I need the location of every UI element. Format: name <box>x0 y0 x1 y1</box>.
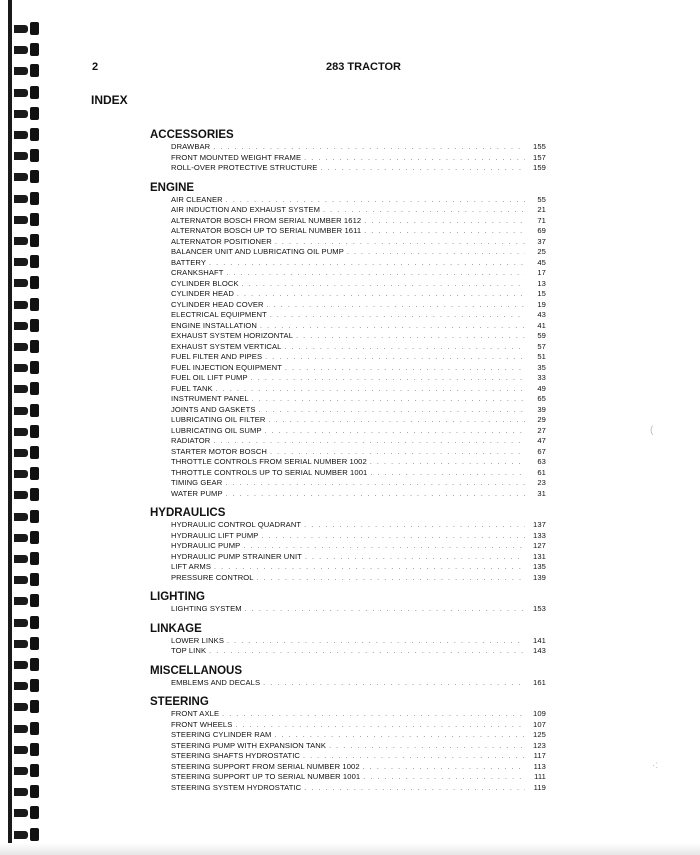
index-entry <box>171 531 546 542</box>
entry-page-number: 107 <box>533 719 546 729</box>
entry-page-number: 47 <box>537 436 546 445</box>
entry-label: FUEL OIL LIFT PUMP <box>171 373 248 382</box>
dot-leader <box>259 406 525 417</box>
dot-leader <box>304 784 525 795</box>
index-entry <box>171 163 546 174</box>
entry-label: FUEL TANK <box>171 383 213 393</box>
entry-page-number: 133 <box>533 530 546 540</box>
dot-leader <box>364 227 525 238</box>
index-entry <box>171 258 546 269</box>
dot-leader <box>209 259 525 270</box>
entry-page-number: 143 <box>533 646 546 655</box>
index-entry <box>171 604 546 615</box>
entry-page-number: 25 <box>537 247 546 256</box>
entry-label: THROTTLE CONTROLS FROM SERIAL NUMBER 1002 <box>171 457 367 466</box>
index-entry <box>171 384 546 395</box>
entry-page-number: 39 <box>537 404 546 414</box>
entry-page-number: 71 <box>537 215 546 225</box>
entry-label: BATTERY <box>171 257 207 267</box>
paper-speck: ·: <box>652 760 659 771</box>
dot-leader <box>245 605 525 616</box>
entry-page-number: 51 <box>537 352 546 361</box>
index-heading: INDEX <box>91 93 128 107</box>
entry-page-number: 21 <box>537 205 546 214</box>
dot-leader <box>329 742 525 753</box>
entry-page-number: 119 <box>533 782 546 792</box>
entry-page-number: 67 <box>537 446 546 456</box>
index-entry <box>171 363 546 374</box>
index-entry <box>171 720 546 731</box>
index-entry <box>171 195 546 206</box>
entry-label: CYLINDER BLOCK <box>171 278 239 288</box>
entry-page-number: 45 <box>537 257 546 267</box>
entry-label: LUBRICATING OIL FILTER <box>171 415 266 424</box>
entry-page-number: 37 <box>537 236 546 246</box>
binding-ring <box>14 192 42 205</box>
dot-leader <box>261 532 525 543</box>
entry-page-number: 23 <box>537 478 546 487</box>
entry-label: STEERING CYLINDER RAM <box>171 730 272 739</box>
index-entry <box>171 373 546 384</box>
dot-leader <box>251 374 525 385</box>
entry-page-number: 141 <box>533 635 546 645</box>
index-entry <box>171 709 546 720</box>
dot-leader <box>235 721 525 732</box>
binding-ring <box>14 22 42 35</box>
entry-label: FRONT AXLE <box>171 709 220 718</box>
index-entry <box>171 216 546 227</box>
entry-label: HYDRAULIC LIFT PUMP <box>171 530 259 540</box>
index-entry <box>171 310 546 321</box>
binding-ring <box>14 637 42 650</box>
entry-page-number: 157 <box>533 152 546 162</box>
section-title: ACCESSORIES <box>150 129 234 141</box>
dot-leader <box>237 290 525 301</box>
dot-leader <box>242 280 525 291</box>
binding-ring <box>14 467 42 480</box>
entry-label: LUBRICATING OIL SUMP <box>171 425 262 435</box>
entry-label: LIGHTING SYSTEM <box>171 604 242 613</box>
index-section <box>151 181 546 500</box>
index-entry <box>171 646 546 657</box>
binding-ring <box>14 806 42 819</box>
paper-speck: ( <box>650 425 654 436</box>
dot-leader <box>320 164 525 175</box>
dot-leader <box>265 353 525 364</box>
index-entry <box>171 447 546 458</box>
index-entry <box>171 226 546 237</box>
section-title: ENGINE <box>150 181 195 194</box>
section-title: STEERING <box>150 696 209 708</box>
entry-page-number: 33 <box>537 373 546 382</box>
binding-ring <box>14 276 42 289</box>
entry-page-number: 57 <box>537 341 546 351</box>
index-entry <box>171 268 546 279</box>
binding-ring <box>14 616 42 629</box>
section-title: HYDRAULICS <box>150 507 226 519</box>
index-entry <box>171 405 546 416</box>
page-bottom-edge <box>0 843 700 855</box>
binding-ring <box>14 149 42 162</box>
index-section <box>151 506 546 583</box>
entry-page-number: 41 <box>537 320 546 330</box>
index-entry <box>171 573 546 584</box>
entry-page-number: 161 <box>533 677 546 687</box>
entry-page-number: 117 <box>533 751 546 760</box>
entry-label: CRANKSHAFT <box>171 268 224 277</box>
entry-page-number: 135 <box>533 562 546 571</box>
dot-leader <box>225 479 525 490</box>
entry-page-number: 13 <box>537 278 546 288</box>
binding-ring <box>14 446 42 459</box>
dot-leader <box>216 385 525 396</box>
index-entry <box>171 678 546 689</box>
entry-page-number: 131 <box>533 551 546 561</box>
binding-ring <box>14 552 42 565</box>
entry-label: FRONT MOUNTED WEIGHT FRAME <box>171 152 302 162</box>
dot-leader <box>265 427 525 438</box>
entry-page-number: 69 <box>537 226 546 235</box>
index-entry <box>171 142 546 153</box>
entry-page-number: 137 <box>533 520 546 529</box>
entry-page-number: 55 <box>537 194 546 204</box>
dot-leader <box>304 154 525 165</box>
binding-ring <box>14 404 42 417</box>
dot-leader <box>226 269 525 280</box>
index-entry <box>171 279 546 290</box>
entry-label: PRESSURE CONTROL <box>171 572 254 582</box>
entry-label: ROLL-OVER PROTECTIVE STRUCTURE <box>171 163 318 172</box>
dot-leader <box>267 301 525 312</box>
dot-leader <box>305 553 525 564</box>
binding-ring <box>14 361 42 374</box>
index-section <box>151 128 546 174</box>
binding-ring <box>14 785 42 798</box>
entry-page-number: 125 <box>533 730 546 739</box>
section-title: LINKAGE <box>150 622 202 635</box>
entry-label: AIR INDUCTION AND EXHAUST SYSTEM <box>171 205 321 214</box>
entry-label: BALANCER UNIT AND LUBRICATING OIL PUMP <box>171 247 344 256</box>
entry-label: HYDRAULIC PUMP <box>171 541 241 550</box>
binding-ring <box>14 700 42 713</box>
entry-label: LOWER LINKS <box>171 635 225 645</box>
entry-label: WATER PUMP <box>171 488 223 498</box>
entry-label: ELECTRICAL EQUIPMENT <box>171 310 267 319</box>
binding-ring <box>14 488 42 501</box>
entry-page-number: 111 <box>534 772 546 781</box>
index-entry <box>171 552 546 563</box>
entry-label: EXHAUST SYSTEM VERTICAL <box>171 341 282 351</box>
dot-leader <box>284 343 525 354</box>
binding-ring <box>14 531 42 544</box>
binding-ring <box>14 594 42 607</box>
index-entry <box>171 520 546 531</box>
entry-page-number: 17 <box>537 268 546 277</box>
dot-leader <box>209 647 525 658</box>
entry-label: CYLINDER HEAD <box>171 289 234 298</box>
dot-leader <box>296 332 525 343</box>
entry-label: JOINTS AND GASKETS <box>171 404 256 414</box>
spiral-binding <box>0 0 40 855</box>
page-number: 2 <box>92 61 99 73</box>
binding-ring <box>14 43 42 56</box>
binding-ring <box>14 319 42 332</box>
dot-leader <box>226 490 525 501</box>
index-entry <box>171 205 546 216</box>
index-entry <box>171 331 546 342</box>
entry-label: FUEL FILTER AND PIPES <box>171 352 263 361</box>
index-entry <box>171 352 546 363</box>
entry-label: THROTTLE CONTROLS UP TO SERIAL NUMBER 1001 <box>171 467 368 477</box>
dot-leader <box>227 637 525 648</box>
entry-label: STEERING SUPPORT FROM SERIAL NUMBER 1002 <box>171 761 360 771</box>
dot-leader <box>363 763 525 774</box>
entry-label: LIFT ARMS <box>171 562 212 571</box>
dot-leader <box>370 458 525 469</box>
entry-label: HYDRAULIC CONTROL QUADRANT <box>171 520 302 529</box>
dot-leader <box>364 217 525 228</box>
entry-label: ALTERNATOR BOSCH FROM SERIAL NUMBER 1612 <box>171 215 362 225</box>
entry-label: STEERING PUMP WITH EXPANSION TANK <box>171 740 327 750</box>
index-entry <box>171 436 546 447</box>
entry-page-number: 153 <box>533 604 546 613</box>
index-entry <box>171 342 546 353</box>
index-entry <box>171 741 546 752</box>
entry-page-number: 139 <box>533 572 546 582</box>
entry-page-number: 155 <box>533 142 546 151</box>
entry-page-number: 29 <box>537 415 546 424</box>
dot-leader <box>214 563 525 574</box>
index-list <box>151 128 546 800</box>
dot-leader <box>270 311 525 322</box>
index-entry <box>171 730 546 741</box>
entry-page-number: 31 <box>537 488 546 498</box>
index-entry <box>171 237 546 248</box>
dot-leader <box>304 521 525 532</box>
index-entry <box>171 478 546 489</box>
entry-label: DRAWBAR <box>171 142 211 151</box>
index-entry <box>171 751 546 762</box>
binding-ring <box>14 86 42 99</box>
entry-label: TOP LINK <box>171 646 207 655</box>
entry-label: ALTERNATOR BOSCH UP TO SERIAL NUMBER 1611 <box>171 226 362 235</box>
index-entry <box>171 783 546 794</box>
entry-page-number: 109 <box>533 709 546 718</box>
entry-page-number: 159 <box>533 163 546 172</box>
entry-page-number: 59 <box>537 331 546 340</box>
binding-ring <box>14 722 42 735</box>
section-title: LIGHTING <box>150 591 205 603</box>
entry-page-number: 15 <box>537 289 546 298</box>
binding-ring <box>14 234 42 247</box>
entry-page-number: 27 <box>537 425 546 435</box>
index-entry <box>171 541 546 552</box>
index-section <box>151 590 546 615</box>
dot-leader <box>252 395 525 406</box>
entry-label: FUEL INJECTION EQUIPMENT <box>171 362 282 372</box>
entry-label: STEERING SYSTEM HYDROSTATIC <box>171 782 302 792</box>
entry-label: RADIATOR <box>171 436 211 445</box>
index-entry <box>171 426 546 437</box>
index-entry <box>171 394 546 405</box>
index-entry <box>171 300 546 311</box>
index-entry <box>171 153 546 164</box>
page-title: 283 TRACTOR <box>326 61 401 73</box>
binding-ring <box>14 64 42 77</box>
entry-label: HYDRAULIC PUMP STRAINER UNIT <box>171 551 302 561</box>
entry-label: EMBLEMS AND DECALS <box>171 677 261 687</box>
entry-page-number: 35 <box>537 362 546 372</box>
index-entry <box>171 415 546 426</box>
index-entry <box>171 772 546 783</box>
dot-leader <box>257 574 525 585</box>
entry-label: CYLINDER HEAD COVER <box>171 299 264 309</box>
binding-ring <box>14 170 42 183</box>
index-entry <box>171 468 546 479</box>
binding-ring <box>14 298 42 311</box>
entry-page-number: 61 <box>537 467 546 477</box>
binding-ring <box>14 255 42 268</box>
dot-leader <box>347 248 525 259</box>
entry-label: EXHAUST SYSTEM HORIZONTAL <box>171 331 294 340</box>
entry-page-number: 123 <box>533 740 546 750</box>
binding-ring <box>14 743 42 756</box>
binding-ring <box>14 510 42 523</box>
entry-page-number: 63 <box>537 457 546 466</box>
entry-page-number: 127 <box>533 541 546 550</box>
binding-ring <box>14 573 42 586</box>
entry-label: ALTERNATOR POSITIONER <box>171 236 272 246</box>
binding-ring <box>14 425 42 438</box>
entry-label: TIMING GEAR <box>171 478 223 487</box>
dot-leader <box>268 416 525 427</box>
index-entry <box>171 247 546 258</box>
index-entry <box>171 489 546 500</box>
binding-ring <box>14 128 42 141</box>
index-section <box>151 664 546 689</box>
index-entry <box>171 636 546 647</box>
dot-leader <box>222 710 525 721</box>
entry-label: STEERING SUPPORT UP TO SERIAL NUMBER 1001 <box>171 772 361 781</box>
binding-ring <box>14 679 42 692</box>
index-section <box>151 695 546 793</box>
dot-leader <box>285 364 525 375</box>
binding-ring <box>14 340 42 353</box>
entry-label: STARTER MOTOR BOSCH <box>171 446 267 456</box>
dot-leader <box>260 322 525 333</box>
index-entry <box>171 762 546 773</box>
binding-ring <box>14 658 42 671</box>
binding-ring <box>14 213 42 226</box>
entry-page-number: 49 <box>537 383 546 393</box>
binding-ring <box>14 382 42 395</box>
entry-page-number: 19 <box>537 299 546 309</box>
dot-leader <box>263 679 525 690</box>
index-entry <box>171 289 546 300</box>
index-entry <box>171 321 546 332</box>
index-entry <box>171 457 546 468</box>
entry-page-number: 65 <box>537 394 546 403</box>
section-title: MISCELLANOUS <box>150 664 242 677</box>
binding-ring <box>14 828 42 841</box>
dot-leader <box>363 773 525 784</box>
entry-page-number: 113 <box>533 761 546 771</box>
entry-label: INSTRUMENT PANEL <box>171 394 249 403</box>
dot-leader <box>370 469 525 480</box>
index-section <box>151 622 546 657</box>
binding-ring <box>14 107 42 120</box>
binding-ring <box>14 764 42 777</box>
index-entry <box>171 562 546 573</box>
entry-label: STEERING SHAFTS HYDROSTATIC <box>171 751 300 760</box>
binding-rail <box>8 0 12 855</box>
entry-label: ENGINE INSTALLATION <box>171 320 258 330</box>
entry-page-number: 43 <box>537 310 546 319</box>
entry-label: FRONT WHEELS <box>171 719 233 729</box>
entry-label: AIR CLEANER <box>171 194 223 204</box>
